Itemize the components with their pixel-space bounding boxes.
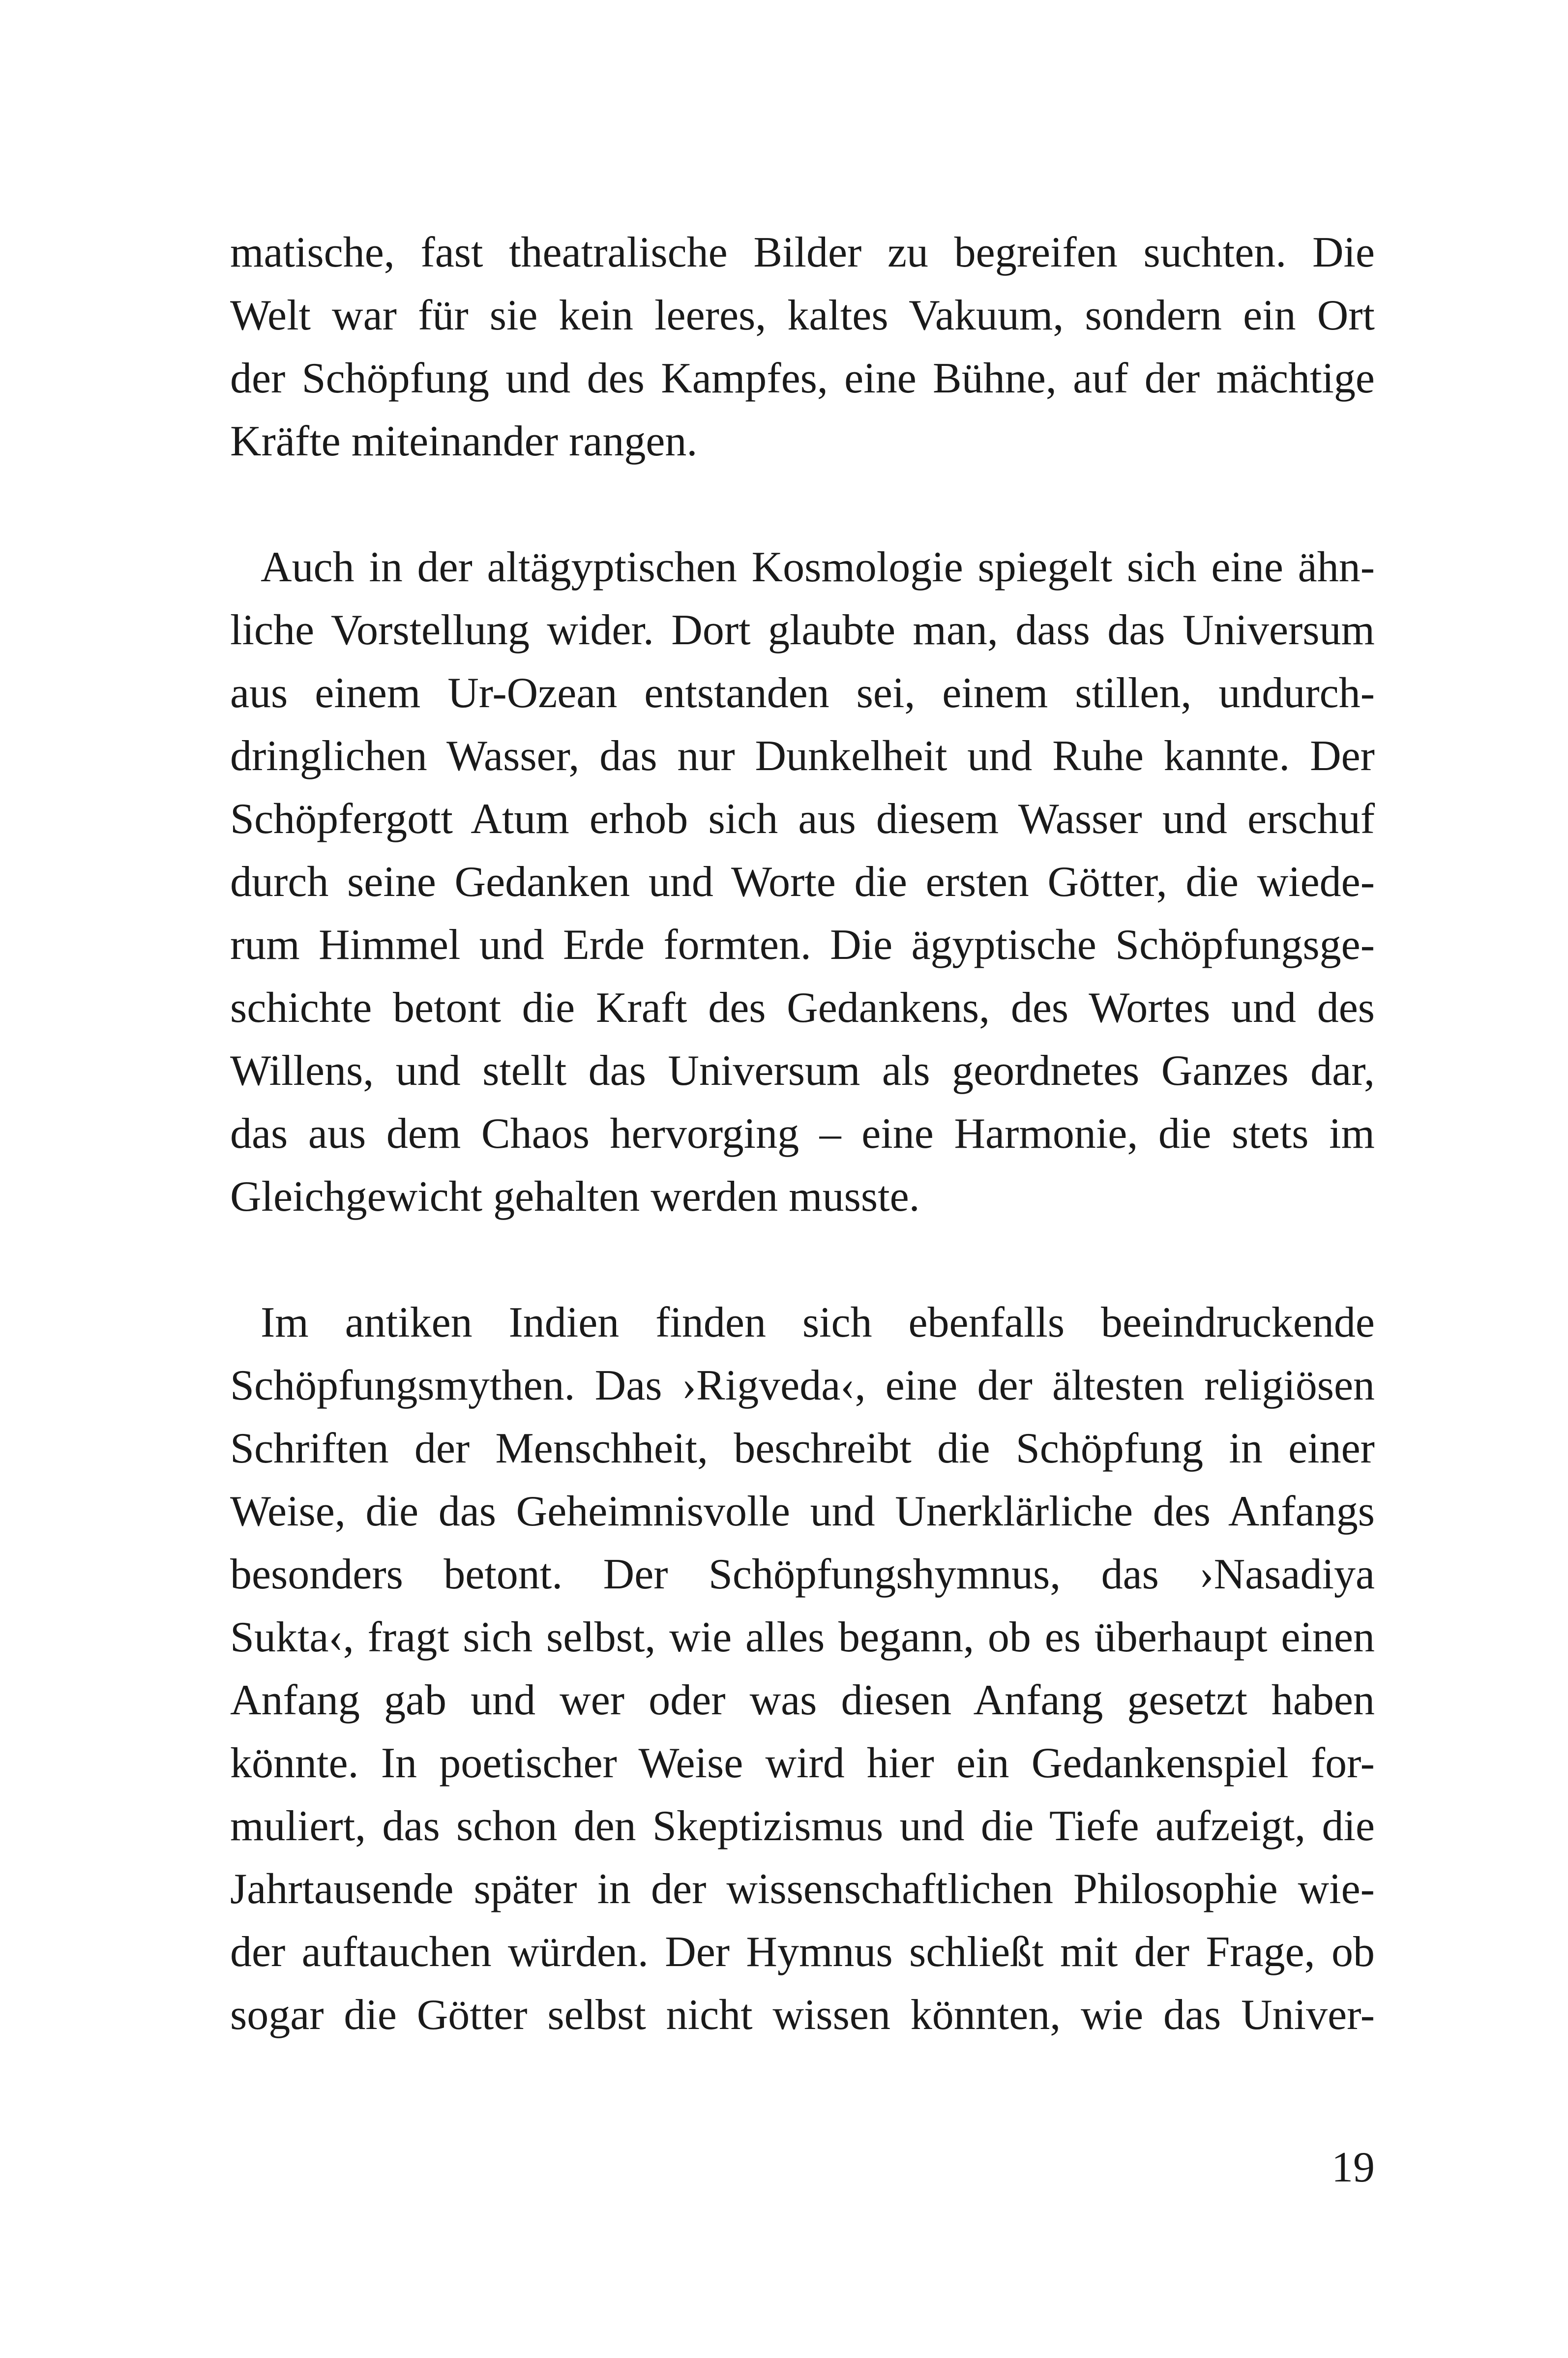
text-line: der auftauchen würden. Der Hymnus schließt mit der Frage, ob [230, 1928, 1375, 1976]
text-line: aus einem Ur-Ozean entstanden sei, einem stillen, undurch- [230, 669, 1375, 717]
text-line: Weise, die das Geheimnisvolle und Unerklärliche des Anfangs [230, 1488, 1375, 1535]
text-line: rum Himmel und Erde formten. Die ägyptische Schöpfungsge- [230, 921, 1375, 969]
text-line: liche Vorstellung wider. Dort glaubte man, dass das Universum [230, 606, 1375, 654]
page-number: 19 [1331, 2144, 1375, 2191]
text-line: besonders betont. Der Schöpfungshymnus, das ›Nasadiya [230, 1551, 1375, 1598]
text-line: Welt war für sie kein leeres, kaltes Vakuum, sondern ein Ort [230, 292, 1375, 339]
text-line: Sukta‹, fragt sich selbst, wie alles begann, ob es überhaupt einen [230, 1613, 1375, 1661]
text-line: dringlichen Wasser, das nur Dunkelheit und Ruhe kannte. Der [230, 732, 1375, 780]
text-line: Willens, und stellt das Universum als geordnetes Ganzes dar, [230, 1047, 1375, 1095]
text-line: Auch in der altägyptischen Kosmologie spiegelt sich eine ähn- [261, 543, 1375, 591]
text-line: matische, fast theatralische Bilder zu begreifen suchten. Die [230, 229, 1375, 276]
text-line: Schöpfergott Atum erhob sich aus diesem Wasser und erschuf [230, 795, 1375, 843]
text-line: Jahrtausende später in der wissenschaftlichen Philosophie wie- [230, 1865, 1375, 1913]
text-line: schichte betont die Kraft des Gedankens, des Wortes und des [230, 984, 1375, 1032]
text-line: Kräfte miteinander rangen. [230, 418, 698, 465]
text-line: Schöpfungsmythen. Das ›Rigveda‹, eine der ältesten religiösen [230, 1362, 1375, 1409]
text-line: Anfang gab und wer oder was diesen Anfang gesetzt haben [230, 1676, 1375, 1724]
text-line: der Schöpfung und des Kampfes, eine Bühne, auf der mächtige [230, 355, 1375, 402]
text-line: sogar die Götter selbst nicht wissen könnten, wie das Univer- [230, 1991, 1375, 2039]
text-line: Schriften der Menschheit, beschreibt die Schöpfung in einer [230, 1425, 1375, 1472]
text-line: Gleichgewicht gehalten werden musste. [230, 1173, 920, 1221]
text-line: Im antiken Indien finden sich ebenfalls beeindruckende [261, 1299, 1375, 1346]
text-line: das aus dem Chaos hervorging – eine Harmonie, die stets im [230, 1110, 1375, 1158]
text-line: könnte. In poetischer Weise wird hier ein Gedankenspiel for- [230, 1739, 1375, 1787]
text-line: muliert, das schon den Skeptizismus und die Tiefe aufzeigt, die [230, 1802, 1375, 1850]
text-line: durch seine Gedanken und Worte die ersten Götter, die wiede- [230, 858, 1375, 906]
